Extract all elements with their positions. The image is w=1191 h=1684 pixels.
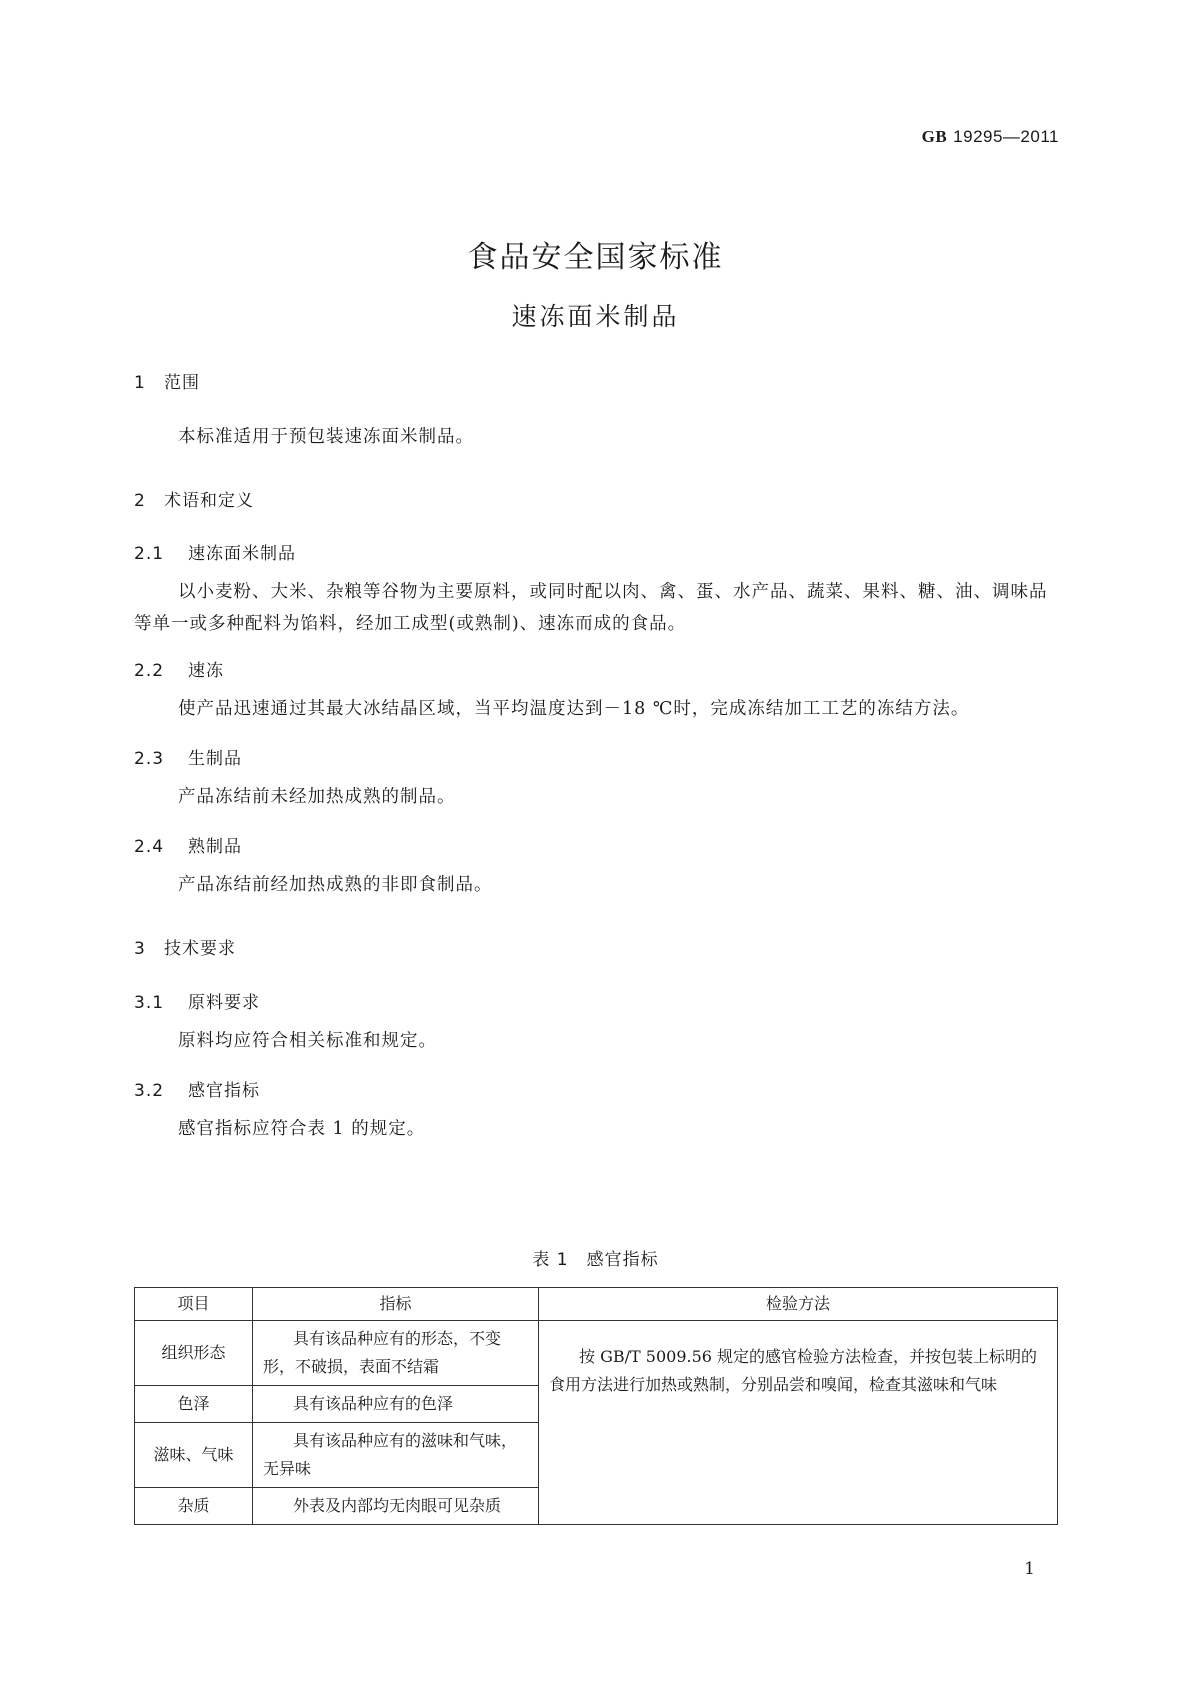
heading-number: 2.3 xyxy=(134,749,165,769)
document-subtitle: 速冻面米制品 xyxy=(511,302,680,331)
header-indicator: 指标 xyxy=(253,1288,539,1321)
heading-title: 熟制品 xyxy=(188,837,242,857)
page-number: 1 xyxy=(1024,1559,1035,1579)
heading-number: 2 xyxy=(134,491,146,511)
standard-prefix: GB xyxy=(921,127,948,146)
standard-code: 19295—2011 xyxy=(953,127,1059,146)
paragraph-3-1: 原料均应符合相关标准和规定。 xyxy=(178,1031,437,1051)
row-item: 组织形态 xyxy=(135,1321,253,1386)
heading-title: 速冻 xyxy=(188,661,224,681)
document-title: 食品安全国家标准 xyxy=(467,240,724,275)
heading-number: 3.1 xyxy=(134,993,165,1013)
heading-2-4 xyxy=(134,832,242,857)
paragraph-2-4: 产品冻结前经加热成熟的非即食制品。 xyxy=(178,875,493,895)
standard-number xyxy=(922,127,1059,147)
heading-2-1 xyxy=(134,539,296,564)
paragraph-1: 本标准适用于预包装速冻面米制品。 xyxy=(178,427,474,447)
row-item: 色泽 xyxy=(135,1386,253,1423)
heading-title: 原料要求 xyxy=(188,993,260,1013)
header-method: 检验方法 xyxy=(539,1288,1058,1321)
heading-number: 2.2 xyxy=(134,661,165,681)
row-item: 杂质 xyxy=(135,1488,253,1525)
row-indicator: 具有该品种应有的滋味和气味，无异味 xyxy=(253,1423,539,1488)
heading-3 xyxy=(134,934,236,959)
heading-2-2 xyxy=(134,656,224,681)
method-cell: 按 GB/T 5009.56 规定的感官检验方法检查，并按包装上标明的食用方法进行加热或熟制，分别品尝和嗅闻，检查其滋味和气味 xyxy=(539,1321,1058,1525)
heading-3-2 xyxy=(134,1076,260,1101)
heading-title: 速冻面米制品 xyxy=(188,544,296,564)
heading-number: 3.2 xyxy=(134,1081,165,1101)
paragraph-2-1: 以小麦粉、大米、杂粮等谷物为主要原料，或同时配以肉、禽、蛋、水产品、蔬菜、果料、糖、油、调味品等单一或多种配料为馅料，经加工成型(或熟制)、速冻而成的食品。 xyxy=(134,582,1048,634)
row-item: 滋味、气味 xyxy=(135,1423,253,1488)
paragraph-2-3: 产品冻结前未经加热成熟的制品。 xyxy=(178,787,456,807)
sensory-table xyxy=(134,1287,1058,1525)
heading-number: 2.1 xyxy=(134,544,165,564)
heading-title: 范围 xyxy=(164,373,200,393)
heading-1 xyxy=(134,368,200,393)
heading-number: 2.4 xyxy=(134,837,165,857)
table-caption: 表 1 感官指标 xyxy=(532,1250,659,1270)
table-header-row xyxy=(135,1288,1058,1321)
heading-3-1 xyxy=(134,988,260,1013)
heading-title: 术语和定义 xyxy=(164,491,254,511)
heading-number: 3 xyxy=(134,939,146,959)
row-indicator: 具有该品种应有的形态，不变形，不破损，表面不结霜 xyxy=(253,1321,539,1386)
paragraph-3-2: 感官指标应符合表 1 的规定。 xyxy=(178,1119,426,1139)
heading-number: 1 xyxy=(134,373,146,393)
heading-2 xyxy=(134,486,254,511)
heading-title: 生制品 xyxy=(188,749,242,769)
row-indicator: 外表及内部均无肉眼可见杂质 xyxy=(253,1488,539,1525)
table-row xyxy=(135,1321,1058,1386)
header-item: 项目 xyxy=(135,1288,253,1321)
heading-2-3 xyxy=(134,744,242,769)
heading-title: 感官指标 xyxy=(188,1081,260,1101)
paragraph-2-2: 使产品迅速通过其最大冰结晶区域，当平均温度达到－18 ℃时，完成冻结加工工艺的冻结方法。 xyxy=(178,699,970,719)
heading-title: 技术要求 xyxy=(164,939,236,959)
row-indicator: 具有该品种应有的色泽 xyxy=(253,1386,539,1423)
